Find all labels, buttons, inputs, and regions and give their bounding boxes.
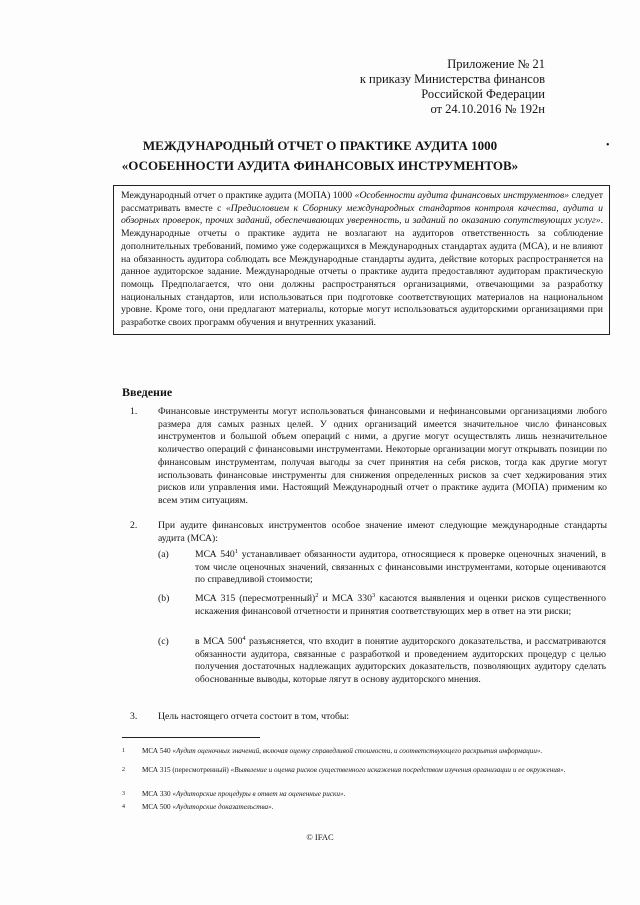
footnote-italic: «Аудиторские доказательства». [172, 803, 274, 811]
footnote-ref: 4 [242, 634, 246, 642]
footnote-text [142, 766, 607, 776]
footnote-separator [122, 737, 260, 738]
footnote-4 [122, 803, 607, 813]
list-text-part: устанавливает обязанности аудитора, относящиеся к проверке оценочных значений, в том числе оценочных значений, связанных с финансовыми инструментами, которые оцениваются по справедливой стоимости; [195, 549, 606, 586]
appendix-country: Российской Федерации [421, 87, 545, 101]
footnote-plain: МСА 330 [142, 790, 173, 798]
list-label: (b) [158, 593, 170, 604]
footnote-number: 4 [122, 804, 125, 810]
list-item-a [158, 549, 606, 587]
list-text [195, 593, 606, 618]
list-text-part: касаются выявления и оценки рисков существенного искажения финансовой отчетности и принятия соответствующих мер в ответ на эти риски; [195, 593, 606, 617]
appendix-header [305, 57, 545, 117]
footnote-ref: 1 [234, 547, 239, 555]
page-footer: © IFAC [306, 832, 334, 842]
preface-text-1: Международный отчет о практике аудита (МОПА) 1000 [121, 190, 355, 201]
stray-dot: • [606, 140, 610, 151]
footnote-ref: 3 [371, 591, 376, 599]
footnote-text [142, 803, 607, 813]
paragraph-2 [122, 520, 607, 545]
paragraph-3 [122, 711, 607, 724]
list-text [195, 549, 606, 587]
list-text-part: МСА 315 (пересмотренный) [195, 593, 316, 604]
footnote-text [142, 747, 607, 757]
list-text-part: в МСА 500 [195, 636, 243, 647]
footnote-italic: «Выявление и оценка рисков существенного искажения посредством изучения организации и ее окружения». [230, 766, 566, 774]
title-line-2: «ОСОБЕННОСТИ АУДИТА ФИНАНСОВЫХ ИНСТРУМЕНТОВ» [121, 158, 519, 173]
document-title [100, 136, 540, 176]
preface-italic-2: «Предисловием к Сборнику международных стандартов контроля качества, аудита и обзорных проверок, прочих заданий, обеспечивающих уверенность, и заданий по оказанию сопутствующих услуг» [121, 202, 603, 227]
title-line-1: МЕЖДУНАРОДНЫЙ ОТЧЕТ О ПРАКТИКЕ АУДИТА 1000 [142, 138, 498, 153]
appendix-date: от 24.10.2016 № 192н [430, 102, 545, 116]
paragraph-text: Финансовые инструменты могут использоваться финансовыми и нефинансовыми организациями любого размера для самых разных целей. У одних организаций имеется значительное число финансовых инструментов и большой объем операций с ними, а другие могут осуществлять лишь незначительное количество операций с финансовыми инструментами. Некоторые организации могут открывать позиции по финансовым инструментам, получая выгоды за счет принятия на себя рисков, тогда как другие могут использовать финансовые инструменты для снижения определенных рисков за счет хеджирования этих рисков или управления ими. Настоящий Международный отчет о практике аудита (МОПА) применим ко всем этим ситуациям. [158, 406, 607, 506]
list-text-part: разъясняется, что входит в понятие аудиторского доказательства, и рассматриваются обязанности аудитора, связанные с разработкой и проведением аудиторских процедур с целью получения достаточных надлежащих аудиторских доказательств, позволяющих аудитору сделать обоснованные выводы, которые лягут в основу аудиторского мнения. [195, 636, 606, 686]
footnote-number: 1 [122, 748, 125, 754]
footnote-plain: МСА 500 [142, 803, 173, 811]
preface-text-3: . Международные отчеты о практике аудита не возлагают на аудиторов ответственность за соблюдение дополнительных требований, помимо уже содержащихся в Международных стандартах аудита (МСА), и не влияют на обязанность аудитора соблюдать все Международные стандарты аудита, действие которых распространяется на данное аудиторское задание. Международные отчеты о практике аудита предоставляют аудиторам практическую помощь Предполагается, что они должны распространяться организациями, отвечающими за разработку национальных стандартов, или использоваться при подготовке соответствующих материалов на национальном уровне. Кроме того, они предлагают материалы, которые могут использоваться аудиторскими организациями при разработке своих программ обучения и внутренних указаний. [121, 215, 603, 329]
footnote-italic: «Аудит оценочных значений, включая оценку справедливой стоимости, и соответствующего раскрытия информации». [172, 747, 543, 755]
list-text [195, 636, 606, 687]
list-label: (a) [158, 549, 169, 560]
footnote-italic: «Аудиторские процедуры в ответ на оцененные риски». [172, 790, 346, 798]
paragraph-1 [122, 406, 607, 508]
footnote-1 [122, 747, 607, 757]
footnote-ref: 2 [315, 591, 319, 599]
appendix-order: к приказу Министерства финансов [359, 72, 545, 86]
list-label: (c) [158, 636, 169, 647]
paragraph-number: 1. [130, 406, 138, 417]
footnote-plain: МСА 540 [142, 747, 173, 755]
list-text-part: МСА 540 [195, 549, 235, 560]
footnote-3 [122, 790, 607, 800]
footnote-text [142, 790, 607, 800]
preface-box [113, 185, 610, 335]
paragraph-number: 2. [130, 520, 138, 531]
footnote-plain: МСА 315 (пересмотренный) [142, 766, 231, 774]
preface-italic-1: «Особенности аудита финансовых инструментов» [354, 190, 570, 201]
footnote-number: 2 [122, 767, 125, 773]
list-text-part: и МСА 330 [318, 593, 372, 604]
footnote-2 [122, 766, 607, 776]
paragraph-text: При аудите финансовых инструментов особое значение имеют следующие международные стандарты аудита (МСА): [158, 520, 607, 544]
paragraph-text: Цель настоящего отчета состоит в том, чтобы: [158, 711, 350, 722]
section-heading-introduction: Введение [122, 385, 173, 399]
preface-text-2: следует рассматривать вместе с [121, 190, 603, 214]
list-item-c [158, 636, 606, 687]
list-item-b [158, 593, 606, 618]
footnote-number: 3 [122, 791, 125, 797]
paragraph-number: 3. [130, 711, 138, 722]
appendix-number: Приложение № 21 [447, 57, 545, 71]
